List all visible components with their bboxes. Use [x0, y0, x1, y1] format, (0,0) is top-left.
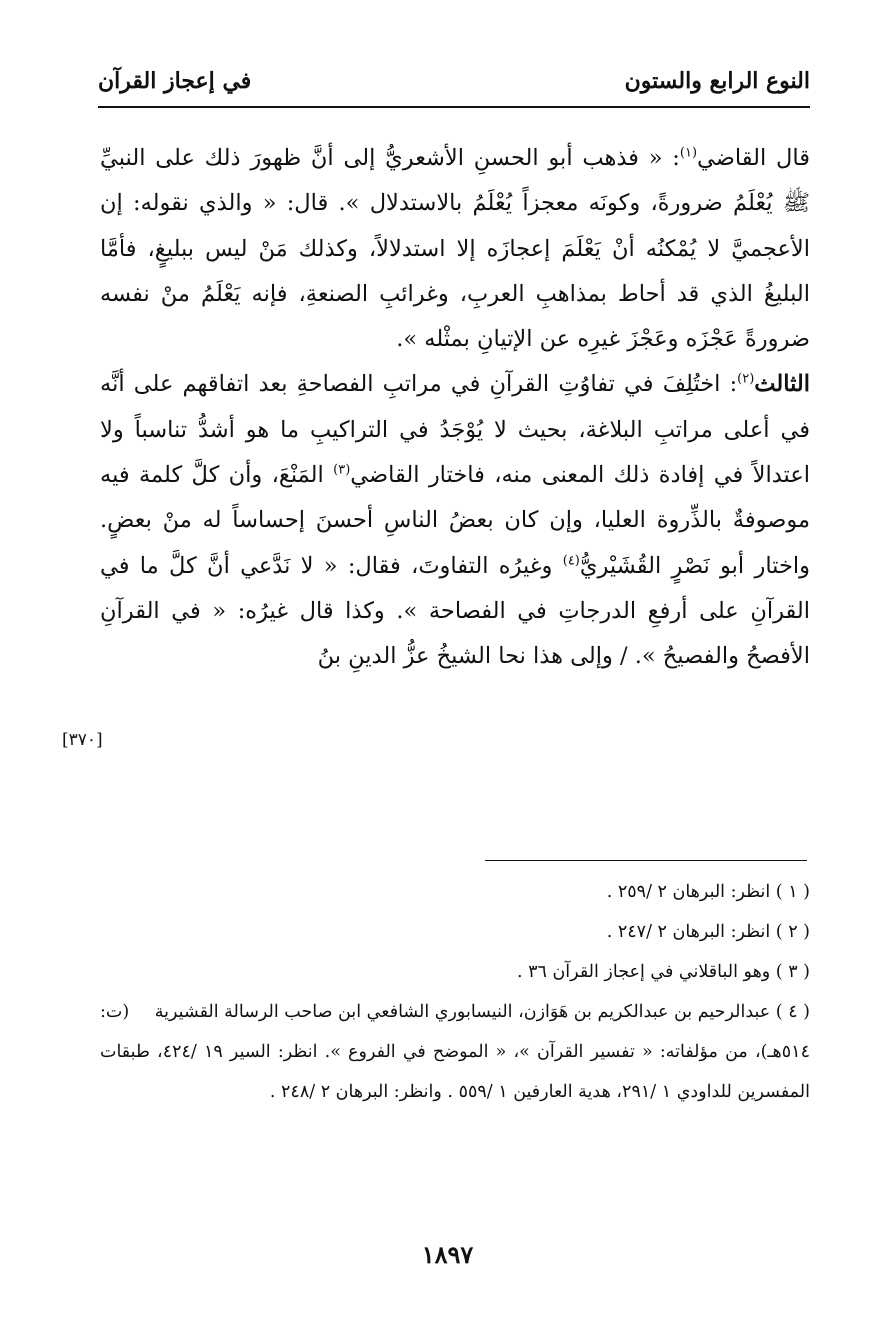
- chapter-title: النوع الرابع والستون: [624, 68, 810, 94]
- para1-text: : « فذهب أبو الحسنِ الأشعريُّ إلى أنَّ ظهورَ ذلك على النبيِّ ﷺ يُعْلَمُ ضرورةً، وكونَه معجزاً يُعْلَمُ بالاستدلال ». قال: « والذي نقوله: إن الأعجميَّ لا يُمْكنُه أنْ يَعْلَمَ إعجازَه إلا استدلالاً، وكذلك مَنْ ليس ببليغٍ، فأمَّا البليغُ الذي قد أحاط بمذاهبِ العربِ، وغرائبِ الصنعةِ، فإنه يَعْلَمُ منْ نفسه ضرورةً عَجْزَه وعَجْزَ غيرِه عن الإتيانِ بمثْله ».: [100, 145, 810, 353]
- para2-text-c: وغيرُه التفاوتَ، فقال: « لا نَدَّعي أنَّ كلَّ ما في القرآنِ على أرفعِ الدرجاتِ في الفصاحة ». وكذا قال غيرُه: « في القرآنِ الأفصحُ والفصيحُ ». / وإلى هذا نحا الشيخُ عزُّ الدينِ بنُ: [100, 552, 810, 670]
- header-rule: [98, 106, 810, 108]
- footnote-4-cont: (ت: ٥١٤هـ)، من مؤلفاته: « تفسير القرآن »، « الموضح في الفروع ». انظر: السير ١٩ /٤٢٤، طبقات المفسرين للداودي ١ /٢٩١، هدية العارفين ١ /٥٥٩ . وانظر: البرهان ٢ /٢٤٨ .: [99, 1002, 810, 1102]
- footnote-ref-4: (٤): [562, 553, 580, 569]
- footnote-ref-2: (٢): [737, 371, 755, 387]
- para2-text-a: : اختُلِفَ في تفاوُتِ القرآنِ في مراتبِ الفصاحةِ بعد اتفاقهم على أنَّه في أعلى مراتبِ البلاغة، بحيث لا يُوْجَدُ في التراكيبِ ما هو أشدُّ تناسباً ولا اعتدالاً في إفادة ذلك المعنى منه، فاختار القاضي: [100, 371, 810, 489]
- footnote-3: ( ٣ ) وهو الباقلاني في إعجاز القرآن ٣٦ .: [516, 962, 810, 982]
- footnote-ref-3: (٣): [333, 462, 351, 478]
- paragraph-1: [100, 136, 810, 362]
- footnote-1: ( ١ ) انظر: البرهان ٢ /٢٥٩ .: [606, 882, 810, 902]
- footnote-4-line1: ( ٤ ) عبدالرحيم بن عبدالكريم بن هَوَازن، النيسابوري الشافعي ابن صاحب الرسالة القشيرية: [154, 1002, 810, 1022]
- main-text: [100, 136, 810, 680]
- para2-text-b: المَنْعَ، وأن كلَّ كلمة فيه موصوفةٌ بالذِّروة العليا، وإن كان بعضُ الناسِ أحسنَ إحساساً له منْ بعضٍ. واختار أبو نَصْرٍ القُشَيْريُّ: [100, 462, 810, 579]
- footnote-ref-1: (١): [679, 145, 698, 161]
- footnote-2: ( ٢ ) انظر: البرهان ٢ /٢٤٧ .: [606, 922, 810, 942]
- book-title: في إعجاز القرآن: [98, 68, 252, 94]
- running-header: [98, 62, 810, 102]
- paragraph-2: [100, 362, 810, 679]
- footnotes: [100, 872, 810, 1112]
- footnote-rule: [485, 860, 807, 861]
- para1-start: قال القاضي: [697, 145, 810, 171]
- page-number: ١٨٩٧: [421, 1240, 474, 1269]
- manuscript-folio-marker: [٣٧٠]: [62, 730, 103, 750]
- section-lead: الثالث: [754, 371, 810, 398]
- footnote-4: [100, 992, 810, 1112]
